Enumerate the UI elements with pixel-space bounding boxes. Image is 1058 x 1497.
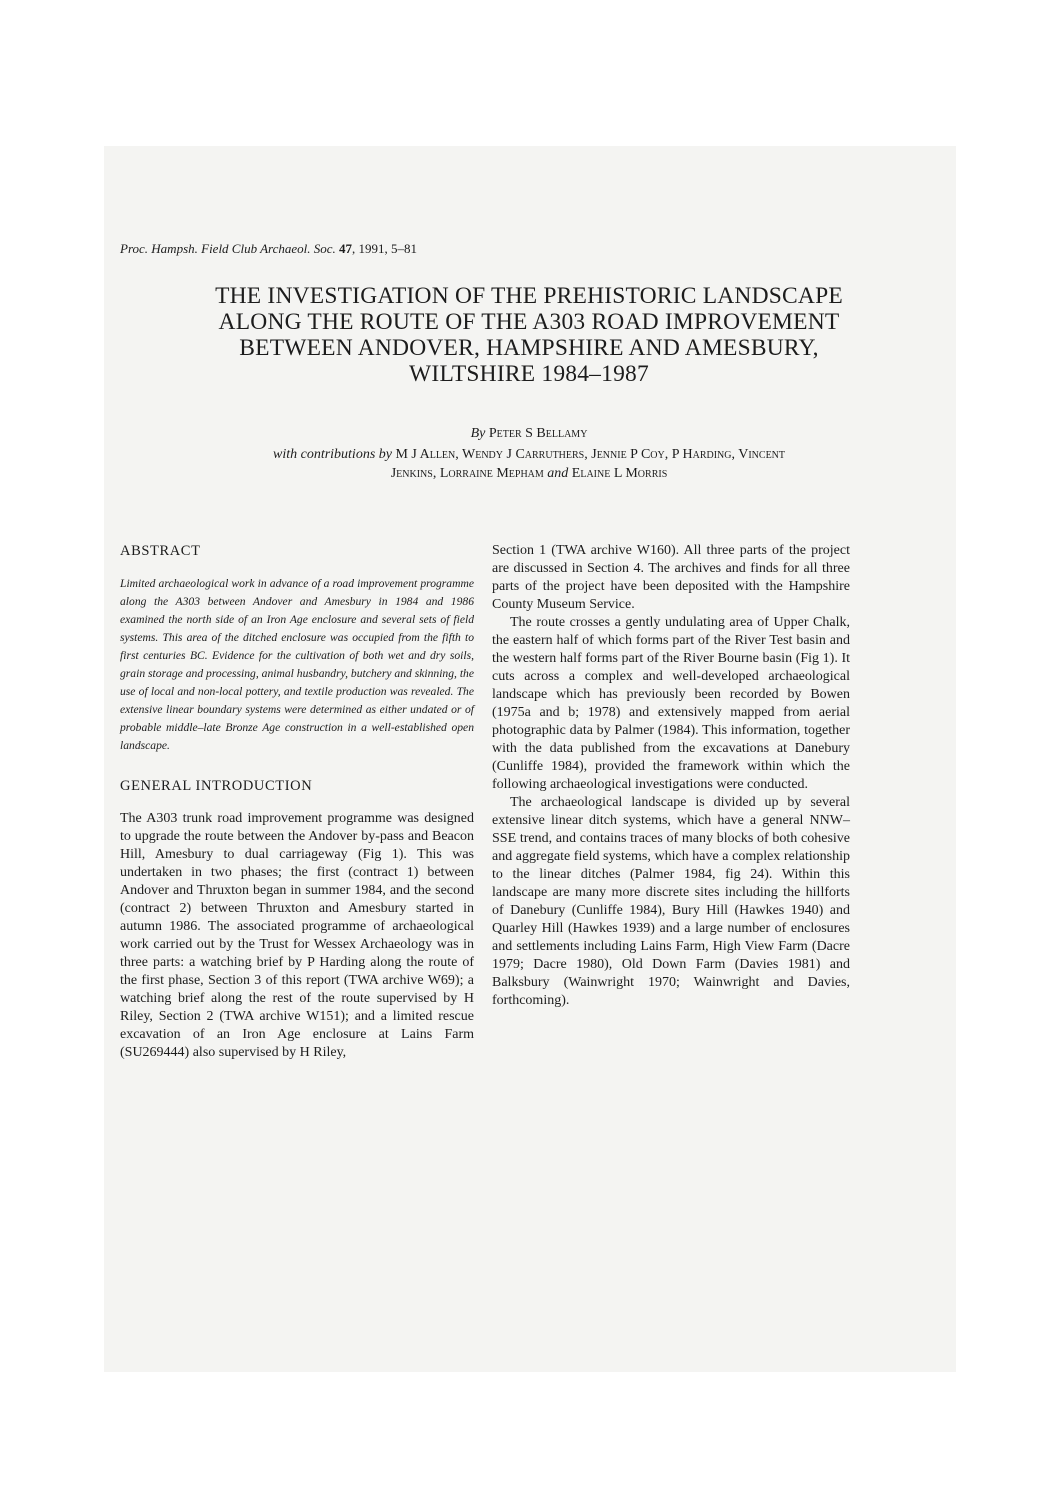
contributors-names: Jenkins, Lorraine Mepham	[390, 466, 544, 481]
and-conjunction: and	[547, 466, 569, 481]
body-paragraph: The archaeological landscape is divided up by several extensive linear ditch systems, which have a general NNW–SSE trend, and contains traces of many blocks of both cohesive and aggregate field systems, which have a complex relationship to the linear ditches (Palmer 1984, fig 24). Within this landscape are many more discrete sites including the hillforts of Danebury (Cunliffe 1984), Bury Hill (Hawkes 1940) and Quarley Hill (Hawkes 1939) and a large number of enclosures and settlements including Lains Farm, High View Farm (Dacre 1979; Dacre 1980), Old Down Farm (Davies 1981) and Balksbury (Wainwright 1970; Wainwright and Davies, forthcoming).	[492, 795, 850, 1008]
right-column	[492, 542, 850, 1010]
author-byline	[120, 426, 938, 442]
journal-year-pages: , 1991, 5–81	[352, 241, 418, 256]
title-line: THE INVESTIGATION OF THE PREHISTORIC LANDSCAPE	[215, 283, 843, 309]
contributors-line-1	[120, 447, 938, 463]
body-paragraph: The A303 trunk road improvement programme was designed to upgrade the route between the Andover by-pass and Beacon Hill, Amesbury to dual carriageway (Fig 1). This was undertaken in two phases; the first (contract 1) between Andover and Thruxton began in summer 1984, and the second (contract 2) between Thruxton and Amesbury started in autumn 1986. The associated programme of archaeological work carried out by the Trust for Wessex Archaeology was in three parts: a watching brief by P Harding along the route of the first phase, Section 3 of this report (TWA archive W69); a watching brief along the rest of the route supervised by H Riley, Section 2 (TWA archive W151); and a limited rescue excavation of an Iron Age enclosure at Lains Farm (SU269444) also supervised by H Riley,	[120, 811, 474, 1060]
contributions-intro: with contributions by	[272, 447, 392, 462]
journal-citation	[120, 241, 417, 257]
contributors-names: Elaine L Morris	[571, 466, 668, 481]
contributors-line-2	[120, 466, 938, 482]
article-title	[120, 283, 938, 387]
body-paragraph: Section 1 (TWA archive W160). All three parts of the project are discussed in Section 4. The archives and finds for all three parts of the project have been deposited with the Hampshire County Museum Service.	[492, 543, 850, 612]
general-introduction-heading: GENERAL INTRODUCTION	[120, 778, 313, 794]
left-column	[120, 542, 474, 1062]
body-paragraph: The route crosses a gently undulating area of Upper Chalk, the eastern half of which forms part of the River Test basin and the western half forms part of the River Bourne basin (Fig 1). It cuts across a complex and well-developed archaeological landscape which has previously been recorded by Bowen (1975a and b; 1978) and extensively mapped from aerial photographic data by Palmer (1984). This information, together with the data published from the excavations at Danebury (Cunliffe 1984), provided the framework within which the following archaeological investigations were conducted.	[492, 615, 850, 792]
abstract-heading: ABSTRACT	[120, 543, 201, 559]
journal-name: Proc. Hampsh. Field Club Archaeol. Soc.	[120, 241, 336, 256]
contributors-names: M J Allen, Wendy J Carruthers, Jennie P Coy, P Harding, Vincent	[395, 447, 786, 462]
by-label: By	[470, 426, 486, 441]
title-line: WILTSHIRE 1984–1987	[409, 361, 649, 387]
abstract-text: Limited archaeological work in advance of a road improvement programme along the A303 between Andover and Amesbury in 1984 and 1986 examined the north side of an Iron Age enclosure and several sets of field systems. This area of the ditched enclosure was occupied from the fifth to first centuries BC. Evidence for the cultivation of both wet and dry soils, grain storage and processing, animal husbandry, butchery and skinning, the use of local and non-local pottery, and textile production was revealed. The extensive linear boundary systems were determined as either undated or of probable middle–late Bronze Age construction in a well-established open landscape.	[120, 577, 474, 752]
author-name: Peter S Bellamy	[488, 426, 588, 441]
journal-volume: 47	[339, 241, 353, 256]
title-line: BETWEEN ANDOVER, HAMPSHIRE AND AMESBURY,	[239, 335, 819, 361]
title-line: ALONG THE ROUTE OF THE A303 ROAD IMPROVEMENT	[218, 309, 840, 335]
